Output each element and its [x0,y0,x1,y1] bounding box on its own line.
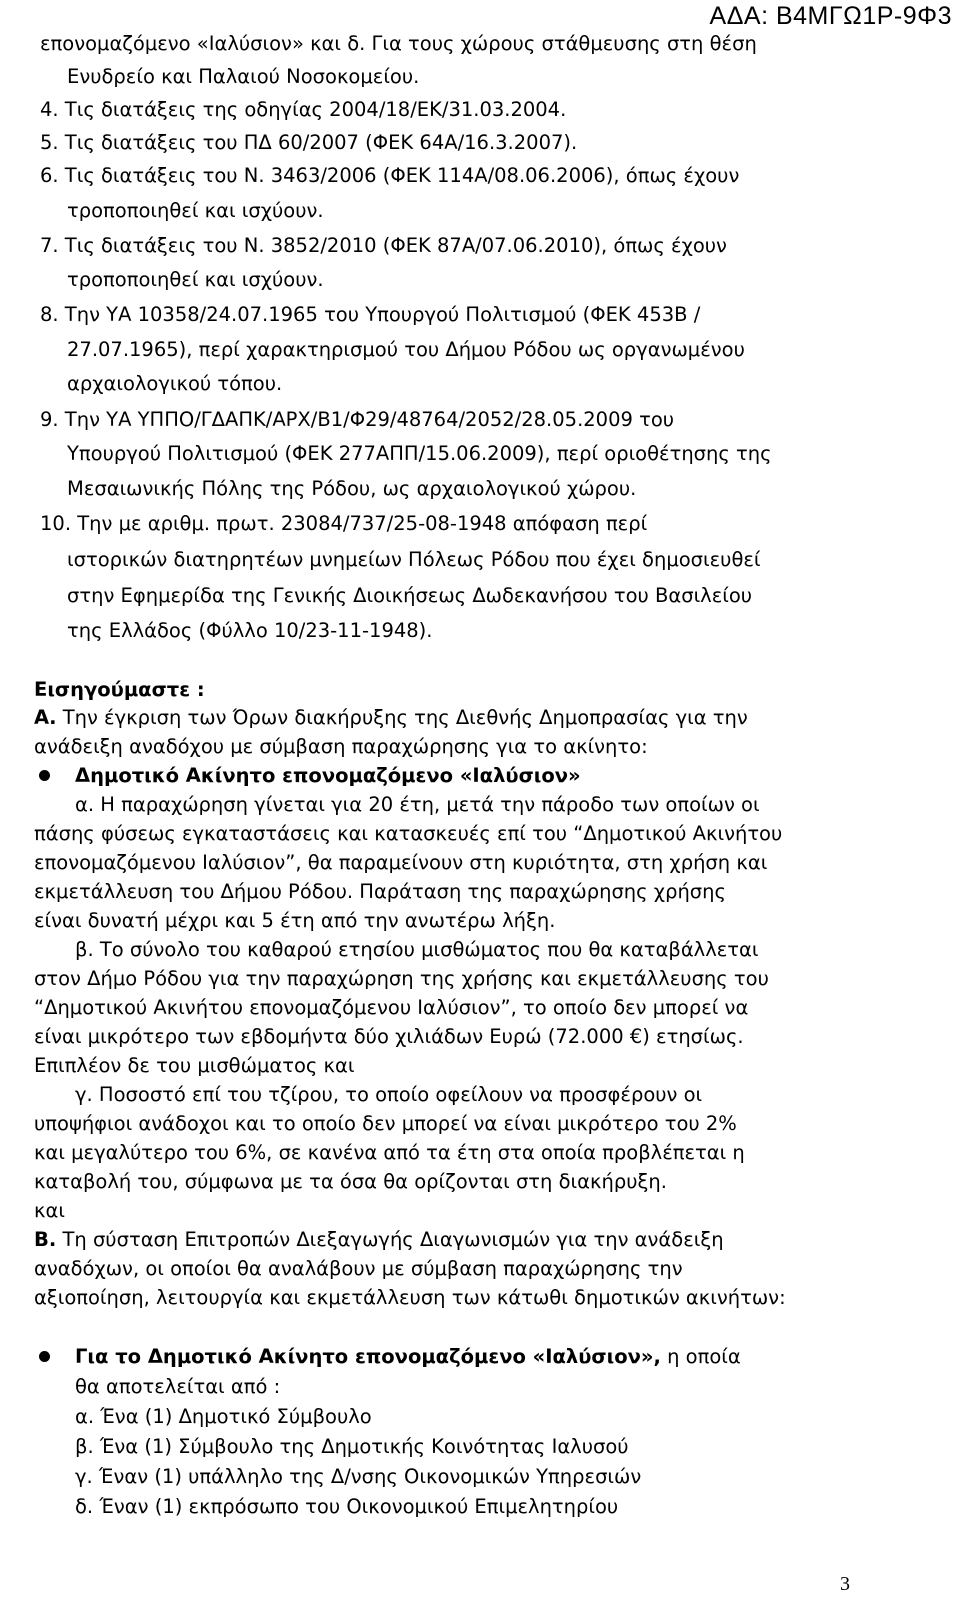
text-line: α. Η παραχώρηση γίνεται για 20 έτη, μετά την πάροδο των οποίων οι [75,793,760,816]
text-span: Τη σύσταση Επιτροπών Διεξαγωγής Διαγωνισμών για την ανάδειξη [56,1228,724,1251]
text-line: Υπουργού Πολιτισμού (ΦΕΚ 277ΑΠΠ/15.06.2009), περί οριοθέτησης της [67,442,772,465]
text-line: αξιοποίηση, λειτουργία και εκμετάλλευση των κάτωθι δημοτικών ακινήτων: [34,1286,786,1309]
page-number: 3 [840,1573,850,1595]
text-line: και μεγαλύτερο του 6%, σε κανένα από τα έτη στα οποία προβλέπεται η [34,1141,745,1164]
text-span: Την έγκριση των Όρων διακήρυξης της Διεθνής Δημοπρασίας για την [56,706,748,729]
text-line: Ενυδρείο και Παλαιού Νοσοκομείου. [67,65,420,88]
text-line: γ. Ποσοστό επί του τζίρου, το οποίο οφείλουν να προσφέρουν οι [75,1083,703,1106]
text-line: είναι δυνατή μέχρι και 5 έτη από την ανωτέρω λήξη. [34,909,556,932]
text-line: αναδόχων, οι οποίοι θα αναλάβουν με σύμβαση παραχώρησης την [34,1257,683,1280]
ada-code: ΑΔΑ: Β4ΜΓΩ1Ρ-9Φ3 [709,2,952,30]
text-line [34,703,748,733]
text-line: επονομαζόμενου Ιαλύσιον”, θα παραμείνουν στη κυριότητα, στη χρήση και [34,851,768,874]
text-line: β. Το σύνολο του καθαρού ετησίου μισθώματος που θα καταβάλλεται [75,938,759,961]
text-line [34,1225,724,1255]
text-line: επονομαζόμενο «Ιαλύσιον» και δ. Για τους χώρους στάθμευσης στη θέση [40,32,757,55]
text-span: η οποία [660,1345,741,1368]
text-line [75,1342,741,1372]
list-item: 5. Τις διατάξεις του ΠΔ 60/2007 (ΦΕΚ 64Α/16.3.2007). [40,131,578,154]
text-line: ιστορικών διατηρητέων μνημείων Πόλεως Ρόδου που έχει δημοσιευθεί [67,548,761,571]
text-line: και [34,1199,65,1222]
text-line: στην Εφημερίδα της Γενικής Διοικήσεως Δωδεκανήσου του Βασιλείου [67,584,753,607]
text-line: αρχαιολογικού τόπου. [67,372,283,395]
text-line: εκμετάλλευση του Δήμου Ρόδου. Παράταση της παραχώρησης χρήσης [34,880,726,903]
list-item: α. Ένα (1) Δημοτικό Σύμβουλο [75,1405,372,1428]
list-item: 10. Την με αριθμ. πρωτ. 23084/737/25-08-1948 απόφαση περί [40,512,648,535]
list-item: δ. Έναν (1) εκπρόσωπο του Οικονομικού Επιμελητηρίου [75,1495,619,1518]
text-line: “Δημοτικού Ακινήτου επονομαζόμενου Ιαλύσιον”, το οποίο δεν μπορεί να [34,996,749,1019]
list-item: 6. Τις διατάξεις του Ν. 3463/2006 (ΦΕΚ 114Α/08.06.2006), όπως έχουν [40,164,740,187]
list-item: β. Ένα (1) Σύμβουλο της Δημοτικής Κοινότητας Ιαλυσού [75,1435,629,1458]
bullet-icon [39,1351,50,1362]
property-title: Δημοτικό Ακίνητο επονομαζόμενο «Ιαλύσιον» [75,764,581,787]
section-heading: Εισηγούμαστε : [34,678,205,701]
text-line: τροποποιηθεί και ισχύουν. [67,268,324,291]
list-item: γ. Έναν (1) υπάλληλο της Δ/νσης Οικονομικών Υπηρεσιών [75,1465,642,1488]
text-line: τροποποιηθεί και ισχύουν. [67,199,324,222]
text-line: καταβολή του, σύμφωνα με τα όσα θα ορίζονται στη διακήρυξη. [34,1170,667,1193]
text-line: ανάδειξη αναδόχου με σύμβαση παραχώρησης για το ακίνητο: [34,735,648,758]
text-line: 27.07.1965), περί χαρακτηρισμού του Δήμου Ρόδου ως οργανωμένου [67,338,745,361]
text-line: στον Δήμο Ρόδου για την παραχώρηση της χρήσης και εκμετάλλευσης του [34,967,769,990]
text-line: πάσης φύσεως εγκαταστάσεις και κατασκευές επί του “Δημοτικού Ακινήτου [34,822,783,845]
list-item: 8. Την ΥΑ 10358/24.07.1965 του Υπουργού Πολιτισμού (ΦΕΚ 453Β / [40,303,701,326]
list-item: 9. Την ΥΑ ΥΠΠΟ/ΓΔΑΠΚ/ΑΡΧ/Β1/Φ29/48764/2052/28.05.2009 του [40,408,675,431]
bullet-icon [39,770,50,781]
list-item: 7. Τις διατάξεις του Ν. 3852/2010 (ΦΕΚ 87Α/07.06.2010), όπως έχουν [40,234,727,257]
list-item: 4. Τις διατάξεις της οδηγίας 2004/18/ΕΚ/31.03.2004. [40,98,567,121]
text-line: υποψήφιοι ανάδοχοι και το οποίο δεν μπορεί να είναι μικρότερο του 2% [34,1112,737,1135]
text-line: θα αποτελείται από : [75,1375,281,1398]
section-label: Α. [34,706,57,729]
section-label: Β. [34,1228,57,1251]
text-line: της Ελλάδος (Φύλλο 10/23-11-1948). [67,619,433,642]
text-line: Επιπλέον δε του μισθώματος και [34,1054,355,1077]
committee-title: Για το Δημοτικό Ακίνητο επονομαζόμενο «Ιαλύσιον», [75,1345,661,1368]
text-line: είναι μικρότερο των εβδομήντα δύο χιλιάδων Ευρώ (72.000 €) ετησίως. [34,1025,744,1048]
text-line: Μεσαιωνικής Πόλης της Ρόδου, ως αρχαιολογικού χώρου. [67,477,637,500]
